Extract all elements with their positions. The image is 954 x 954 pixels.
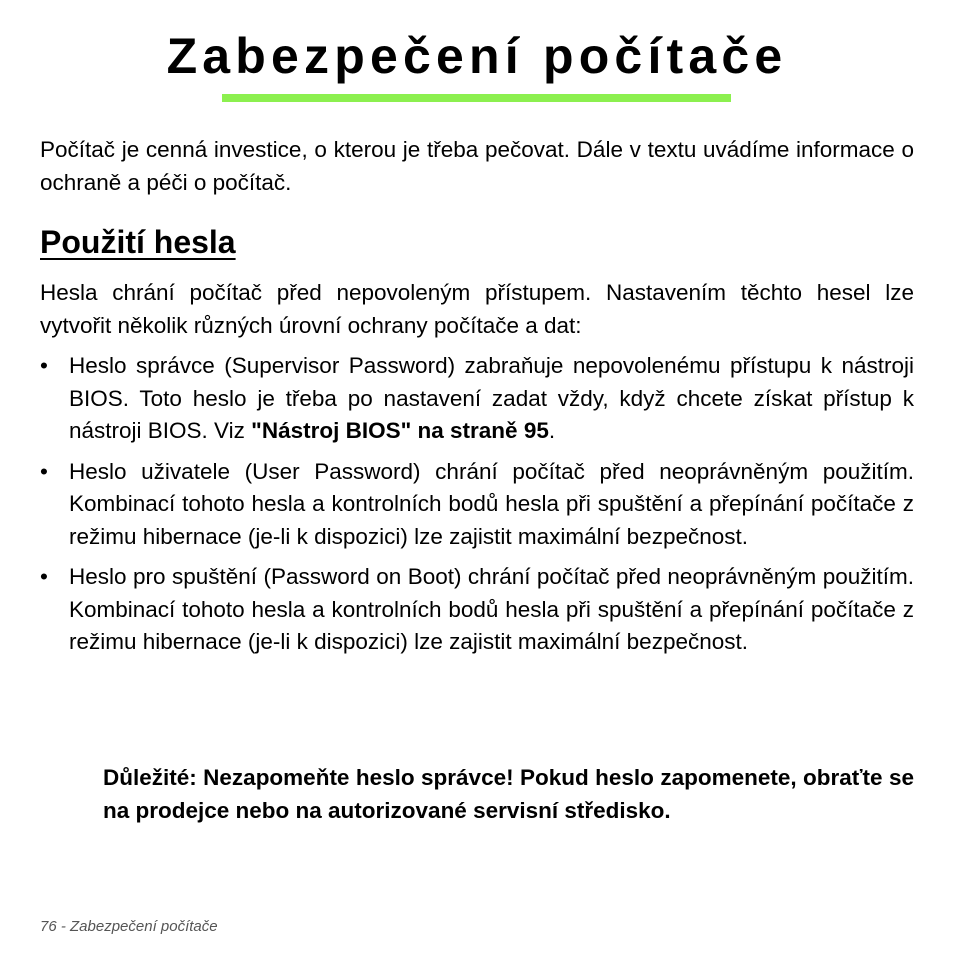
title-underline-bar xyxy=(222,94,731,102)
document-page xyxy=(40,0,914,954)
intro-paragraph: Počítač je cenná investice, o kterou je třeba pečovat. Dále v textu uvádíme informace o ochraně a péči o počítač. xyxy=(40,137,914,195)
bios-cross-reference-link[interactable]: "Nástroj BIOS" na straně 95 xyxy=(251,418,549,443)
password-types-list xyxy=(40,350,914,667)
list-item-text: Heslo uživatele (User Password) chrání počítač před neoprávněným použitím. Kombinací tohoto hesla a kontrolních bodů hesla při spuštění a přepínání počítače z režimu hibernace (je-li k dispozici) lze zajistit maximální bezpečnost. xyxy=(69,458,914,549)
list-item-period: . xyxy=(548,418,556,443)
list-item-user-password xyxy=(40,456,914,554)
list-item-body: Heslo správce (Supervisor Password) zabraňuje nepovolenému přístupu k nástroji BIOS. Toto heslo je třeba po nastavení zadat vždy, když chcete získat přístup k nástroji BIOS. Viz xyxy=(69,353,914,443)
list-item-text xyxy=(69,350,914,448)
bullet-marker: • xyxy=(40,458,48,484)
bullet-marker: • xyxy=(40,353,48,378)
section-heading: Použití hesla xyxy=(40,224,236,260)
page-title: Zabezpečení počítače xyxy=(166,28,788,84)
list-item-boot-password xyxy=(40,561,914,659)
important-note: Důležité: Nezapomeňte heslo správce! Pokud heslo zapomenete, obraťte se na prodejce nebo na autorizované servisní středisko. xyxy=(103,765,914,823)
list-item-text: Heslo pro spuštění (Password on Boot) chrání počítač před neoprávněným použitím. Kombinací tohoto hesla a kontrolních bodů hesla při spuštění a přepínání počítače z režimu hibernace (je-li k dispozici) lze zajistit maximální bezpečnost. xyxy=(69,564,914,654)
page-footer: 76 - Zabezpečení počítače xyxy=(40,918,218,935)
bullet-marker: • xyxy=(40,564,48,589)
list-item-supervisor-password xyxy=(40,350,914,448)
section-intro-paragraph: Hesla chrání počítač před nepovoleným přístupem. Nastavením těchto hesel lze vytvořit několik různých úrovní ochrany počítače a dat: xyxy=(40,280,914,338)
